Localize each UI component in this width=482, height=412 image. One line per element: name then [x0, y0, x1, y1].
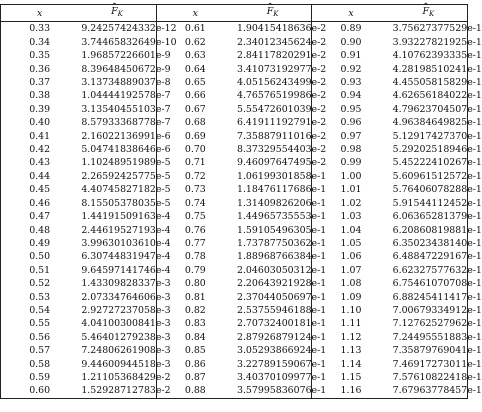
f-value-cell: 1.88968766384e-1 — [234, 250, 312, 263]
x-cell: 0.89 — [340, 23, 362, 35]
x-cell: 1.08 — [340, 278, 362, 290]
x-cell: 0.38 — [29, 90, 51, 102]
x-cell: 0.43 — [29, 157, 51, 169]
x-cell: 0.61 — [184, 23, 206, 35]
table-row — [1, 183, 468, 196]
table-row — [1, 371, 468, 384]
x-cell: 0.72 — [184, 170, 206, 182]
table-row — [1, 36, 468, 49]
f-value-cell: 3.13734889037e-8 — [78, 76, 156, 89]
f-value-cell: 1.44191509163e-4 — [78, 210, 156, 223]
x-cell: 0.69 — [184, 130, 206, 142]
f-value-cell: 5.55472601039e-2 — [234, 103, 312, 116]
f-value-cell: 3.22789159067e-1 — [234, 358, 312, 371]
f-value-cell: 6.41911192791e-2 — [234, 116, 312, 129]
f-header-2: ^ $F_K$ — [234, 5, 312, 22]
x-cell: 0.74 — [184, 197, 206, 209]
f-value-cell: 9.46097647495e-2 — [234, 156, 312, 169]
f-value-cell: 4.40745827182e-5 — [78, 183, 156, 196]
f-value-cell: 4.10762393335e-1 — [392, 50, 482, 62]
table-row — [1, 344, 468, 357]
f-value-cell: 6.30744831947e-4 — [78, 250, 156, 263]
f-value-cell: 1.96857226601e-9 — [78, 49, 156, 62]
values-table — [0, 4, 482, 399]
f-value-cell: 1.73787750362e-1 — [234, 237, 312, 250]
x-cell: 0.87 — [184, 371, 206, 383]
f-value-cell: 1.59105496305e-1 — [234, 224, 312, 237]
x-cell: 0.39 — [29, 103, 51, 115]
x-cell: 0.48 — [29, 224, 51, 236]
f-value-cell: 8.39648450672e-9 — [78, 63, 156, 76]
x-cell: 1.16 — [340, 385, 362, 397]
table-row — [1, 130, 468, 143]
f-value-cell: 8.37329554403e-2 — [234, 143, 312, 156]
f-value-cell: 1.18476117686e-1 — [234, 183, 312, 196]
x-cell: 0.94 — [340, 90, 362, 102]
table-row — [1, 277, 468, 290]
f-value-cell: 3.74465832649e-10 — [78, 36, 156, 49]
table-row — [1, 224, 468, 237]
x-cell: 0.93 — [340, 77, 362, 89]
f-value-cell: 2.70732400181e-1 — [234, 317, 312, 330]
table-row — [1, 264, 468, 277]
x-cell: 0.62 — [184, 36, 206, 48]
table-row — [1, 22, 468, 36]
x-cell: 1.10 — [340, 304, 362, 316]
table-row — [1, 210, 468, 223]
x-cell: 0.65 — [184, 77, 206, 89]
f-value-cell: 6.35023438140e-1 — [392, 237, 482, 249]
x-cell: 0.75 — [184, 211, 206, 223]
x-cell: 0.52 — [29, 278, 51, 290]
f-value-cell: 4.96384649825e-1 — [392, 117, 482, 129]
table-row — [1, 63, 468, 76]
x-cell: 0.37 — [29, 77, 51, 89]
x-cell: 1.14 — [340, 358, 362, 370]
table-row — [1, 317, 468, 330]
f-value-cell: 8.15505378035e-5 — [78, 197, 156, 210]
table-row — [1, 76, 468, 89]
x-cell: 0.49 — [29, 237, 51, 249]
f-value-cell: 6.48847229167e-1 — [392, 251, 482, 263]
f-value-cell: 1.10248951989e-5 — [78, 156, 156, 169]
f-value-cell: 4.28198510241e-1 — [392, 63, 482, 75]
table-row — [1, 250, 468, 263]
x-cell: 1.01 — [340, 184, 362, 196]
x-cell: 1.00 — [340, 170, 362, 182]
f-value-cell: 9.24257424332e-12 — [78, 22, 156, 36]
f-value-cell: 1.06199301858e-1 — [234, 170, 312, 183]
table-body — [1, 22, 482, 398]
x-cell: 0.68 — [184, 117, 206, 129]
x-cell: 0.77 — [184, 237, 206, 249]
f-value-cell: 3.05293866924e-1 — [234, 344, 312, 357]
x-cell: 0.51 — [29, 264, 51, 276]
f-value-cell: 2.26592425775e-5 — [78, 170, 156, 183]
f-value-cell: 1.44965735553e-1 — [234, 210, 312, 223]
f-value-cell: 4.05156243499e-2 — [234, 76, 312, 89]
x-cell: 0.55 — [29, 318, 51, 330]
f-value-cell: 2.44619527193e-4 — [78, 224, 156, 237]
f-value-cell: 1.21105368429e-2 — [78, 371, 156, 384]
f-value-cell: 6.75461070708e-1 — [392, 278, 482, 290]
f-value-cell: 5.04741838646e-6 — [78, 143, 156, 156]
x-cell: 0.45 — [29, 184, 51, 196]
x-cell: 0.67 — [184, 103, 206, 115]
f-value-cell: 1.52928712783e-2 — [78, 384, 156, 398]
f-value-cell: 4.62656184022e-1 — [392, 90, 482, 102]
x-cell: 0.86 — [184, 358, 206, 370]
f-value-cell: 1.90415418636e-2 — [234, 22, 312, 36]
f-header-1: ^ $F_K$ — [78, 5, 156, 22]
f-value-cell: 1.04444192578e-7 — [78, 89, 156, 102]
x-cell: 1.15 — [340, 371, 362, 383]
x-cell: 0.91 — [340, 50, 362, 62]
x-cell: 0.99 — [340, 157, 362, 169]
x-cell: 0.71 — [184, 157, 206, 169]
x-cell: 0.44 — [29, 170, 51, 182]
x-cell: 0.70 — [184, 144, 206, 156]
f-value-cell: 3.75627377529e-1 — [392, 23, 482, 35]
x-cell: 0.46 — [29, 197, 51, 209]
f-value-cell: 1.31409826206e-1 — [234, 197, 312, 210]
f-value-cell: 3.93227821925e-1 — [392, 36, 482, 48]
table-row — [1, 358, 468, 371]
f-value-cell: 2.20643921928e-1 — [234, 277, 312, 290]
f-value-cell: 3.99630103610e-4 — [78, 237, 156, 250]
f-value-cell: 7.35879769041e-1 — [392, 345, 482, 357]
x-cell: 0.73 — [184, 184, 206, 196]
x-cell: 1.02 — [340, 197, 362, 209]
table-row — [1, 237, 468, 250]
f-value-cell: 2.92727237058e-3 — [78, 304, 156, 317]
x-cell: 0.36 — [29, 63, 51, 75]
table-row — [1, 156, 468, 169]
table-row — [1, 304, 468, 317]
f-value-cell: 7.67963778457e-1 — [392, 385, 482, 397]
x-cell: 0.97 — [340, 130, 362, 142]
f-value-cell: 3.13540455103e-7 — [78, 103, 156, 116]
x-cell: 0.50 — [29, 251, 51, 263]
x-cell: 0.34 — [29, 36, 51, 48]
table-row — [1, 116, 468, 129]
x-cell: 1.03 — [340, 211, 362, 223]
x-cell: 0.95 — [340, 103, 362, 115]
x-cell: 0.90 — [340, 36, 362, 48]
table-row — [1, 89, 468, 102]
f-value-cell: 2.07334764606e-3 — [78, 291, 156, 304]
x-cell: 0.47 — [29, 211, 51, 223]
x-cell: 1.12 — [340, 331, 362, 343]
x-cell: 0.88 — [184, 385, 206, 397]
x-cell: 0.80 — [184, 278, 206, 290]
f-value-cell: 5.76406078288e-1 — [392, 184, 482, 196]
f-value-cell: 5.60961512572e-1 — [392, 170, 482, 182]
x-cell: 0.41 — [29, 130, 51, 142]
f-value-cell: 8.57933368778e-7 — [78, 116, 156, 129]
f-value-cell: 9.64597141746e-4 — [78, 264, 156, 277]
x-header-2: x — [156, 5, 234, 22]
f-value-cell: 5.45222410267e-1 — [392, 157, 482, 169]
x-cell: 0.56 — [29, 331, 51, 343]
f-value-cell: 2.84117820291e-2 — [234, 49, 312, 62]
x-cell: 0.84 — [184, 331, 206, 343]
f-value-cell: 5.12917427370e-1 — [392, 130, 482, 142]
f-value-cell: 6.62327577632e-1 — [392, 264, 482, 276]
f-value-cell: 2.04603050312e-1 — [234, 264, 312, 277]
x-cell: 0.76 — [184, 224, 206, 236]
table-row — [1, 49, 468, 62]
x-cell: 0.79 — [184, 264, 206, 276]
x-cell: 0.35 — [29, 50, 51, 62]
table-row — [1, 331, 468, 344]
x-cell: 1.05 — [340, 237, 362, 249]
x-cell: 1.13 — [340, 345, 362, 357]
f-value-cell: 5.91544112452e-1 — [392, 197, 482, 209]
f-value-cell: 2.37044050697e-1 — [234, 291, 312, 304]
f-header-3: ^ $F_K$ — [390, 5, 468, 22]
f-value-cell: 7.46917273011e-1 — [392, 358, 482, 370]
table-row — [1, 170, 468, 183]
f-value-cell: 6.06365281379e-1 — [392, 211, 482, 223]
f-value-cell: 7.57610822418e-1 — [392, 371, 482, 383]
x-cell: 0.83 — [184, 318, 206, 330]
x-cell: 0.64 — [184, 63, 206, 75]
x-cell: 1.09 — [340, 291, 362, 303]
f-value-cell: 3.41073192977e-2 — [234, 63, 312, 76]
x-cell: 0.81 — [184, 291, 206, 303]
table-row — [1, 291, 468, 304]
f-value-cell: 7.24806261908e-3 — [78, 344, 156, 357]
f-value-cell: 5.46401279238e-3 — [78, 331, 156, 344]
header-row — [1, 5, 468, 22]
f-value-cell: 3.40370109977e-1 — [234, 371, 312, 384]
x-cell: 0.82 — [184, 304, 206, 316]
f-value-cell: 4.45505815829e-1 — [392, 77, 482, 89]
x-cell: 0.59 — [29, 371, 51, 383]
f-value-cell: 7.12762527962e-1 — [392, 318, 482, 330]
x-cell: 0.33 — [29, 23, 51, 35]
x-cell: 1.11 — [340, 318, 362, 330]
f-value-cell: 4.04100300841e-3 — [78, 317, 156, 330]
f-value-cell: 9.44600944518e-3 — [78, 358, 156, 371]
x-cell: 0.60 — [29, 385, 51, 397]
f-value-cell: 6.20860819881e-1 — [392, 224, 482, 236]
x-cell: 0.85 — [184, 345, 206, 357]
x-cell: 0.96 — [340, 117, 362, 129]
x-cell: 1.06 — [340, 251, 362, 263]
f-value-cell: 2.87926879124e-1 — [234, 331, 312, 344]
table-row — [1, 197, 468, 210]
x-cell: 0.57 — [29, 345, 51, 357]
f-value-cell: 4.76576519986e-2 — [234, 89, 312, 102]
x-cell: 0.78 — [184, 251, 206, 263]
f-value-cell: 5.29202518946e-1 — [392, 144, 482, 156]
x-cell: 0.58 — [29, 358, 51, 370]
f-value-cell: 2.53755946188e-1 — [234, 304, 312, 317]
f-value-cell: 2.16022136991e-6 — [78, 130, 156, 143]
x-header-1: x — [1, 5, 79, 22]
f-value-cell: 7.00679334912e-1 — [392, 304, 482, 316]
x-cell: 0.54 — [29, 304, 51, 316]
f-value-cell: 7.24495551883e-1 — [392, 331, 482, 343]
x-header-3: x — [312, 5, 390, 22]
x-cell: 0.98 — [340, 144, 362, 156]
x-cell: 1.04 — [340, 224, 362, 236]
x-cell: 0.66 — [184, 90, 206, 102]
x-cell: 0.92 — [340, 63, 362, 75]
x-cell: 1.07 — [340, 264, 362, 276]
table-row — [1, 384, 468, 398]
f-value-cell: 3.57995836076e-1 — [234, 384, 312, 398]
table-row — [1, 103, 468, 116]
x-cell: 0.53 — [29, 291, 51, 303]
table-row — [1, 143, 468, 156]
x-cell: 0.40 — [29, 117, 51, 129]
f-value-cell: 4.79623704507e-1 — [392, 103, 482, 115]
f-value-cell: 6.88245411417e-1 — [392, 291, 482, 303]
x-cell: 0.42 — [29, 144, 51, 156]
f-value-cell: 7.35887911016e-2 — [234, 130, 312, 143]
f-value-cell: 2.34012345624e-2 — [234, 36, 312, 49]
x-cell: 0.63 — [184, 50, 206, 62]
f-value-cell: 1.43309828337e-3 — [78, 277, 156, 290]
